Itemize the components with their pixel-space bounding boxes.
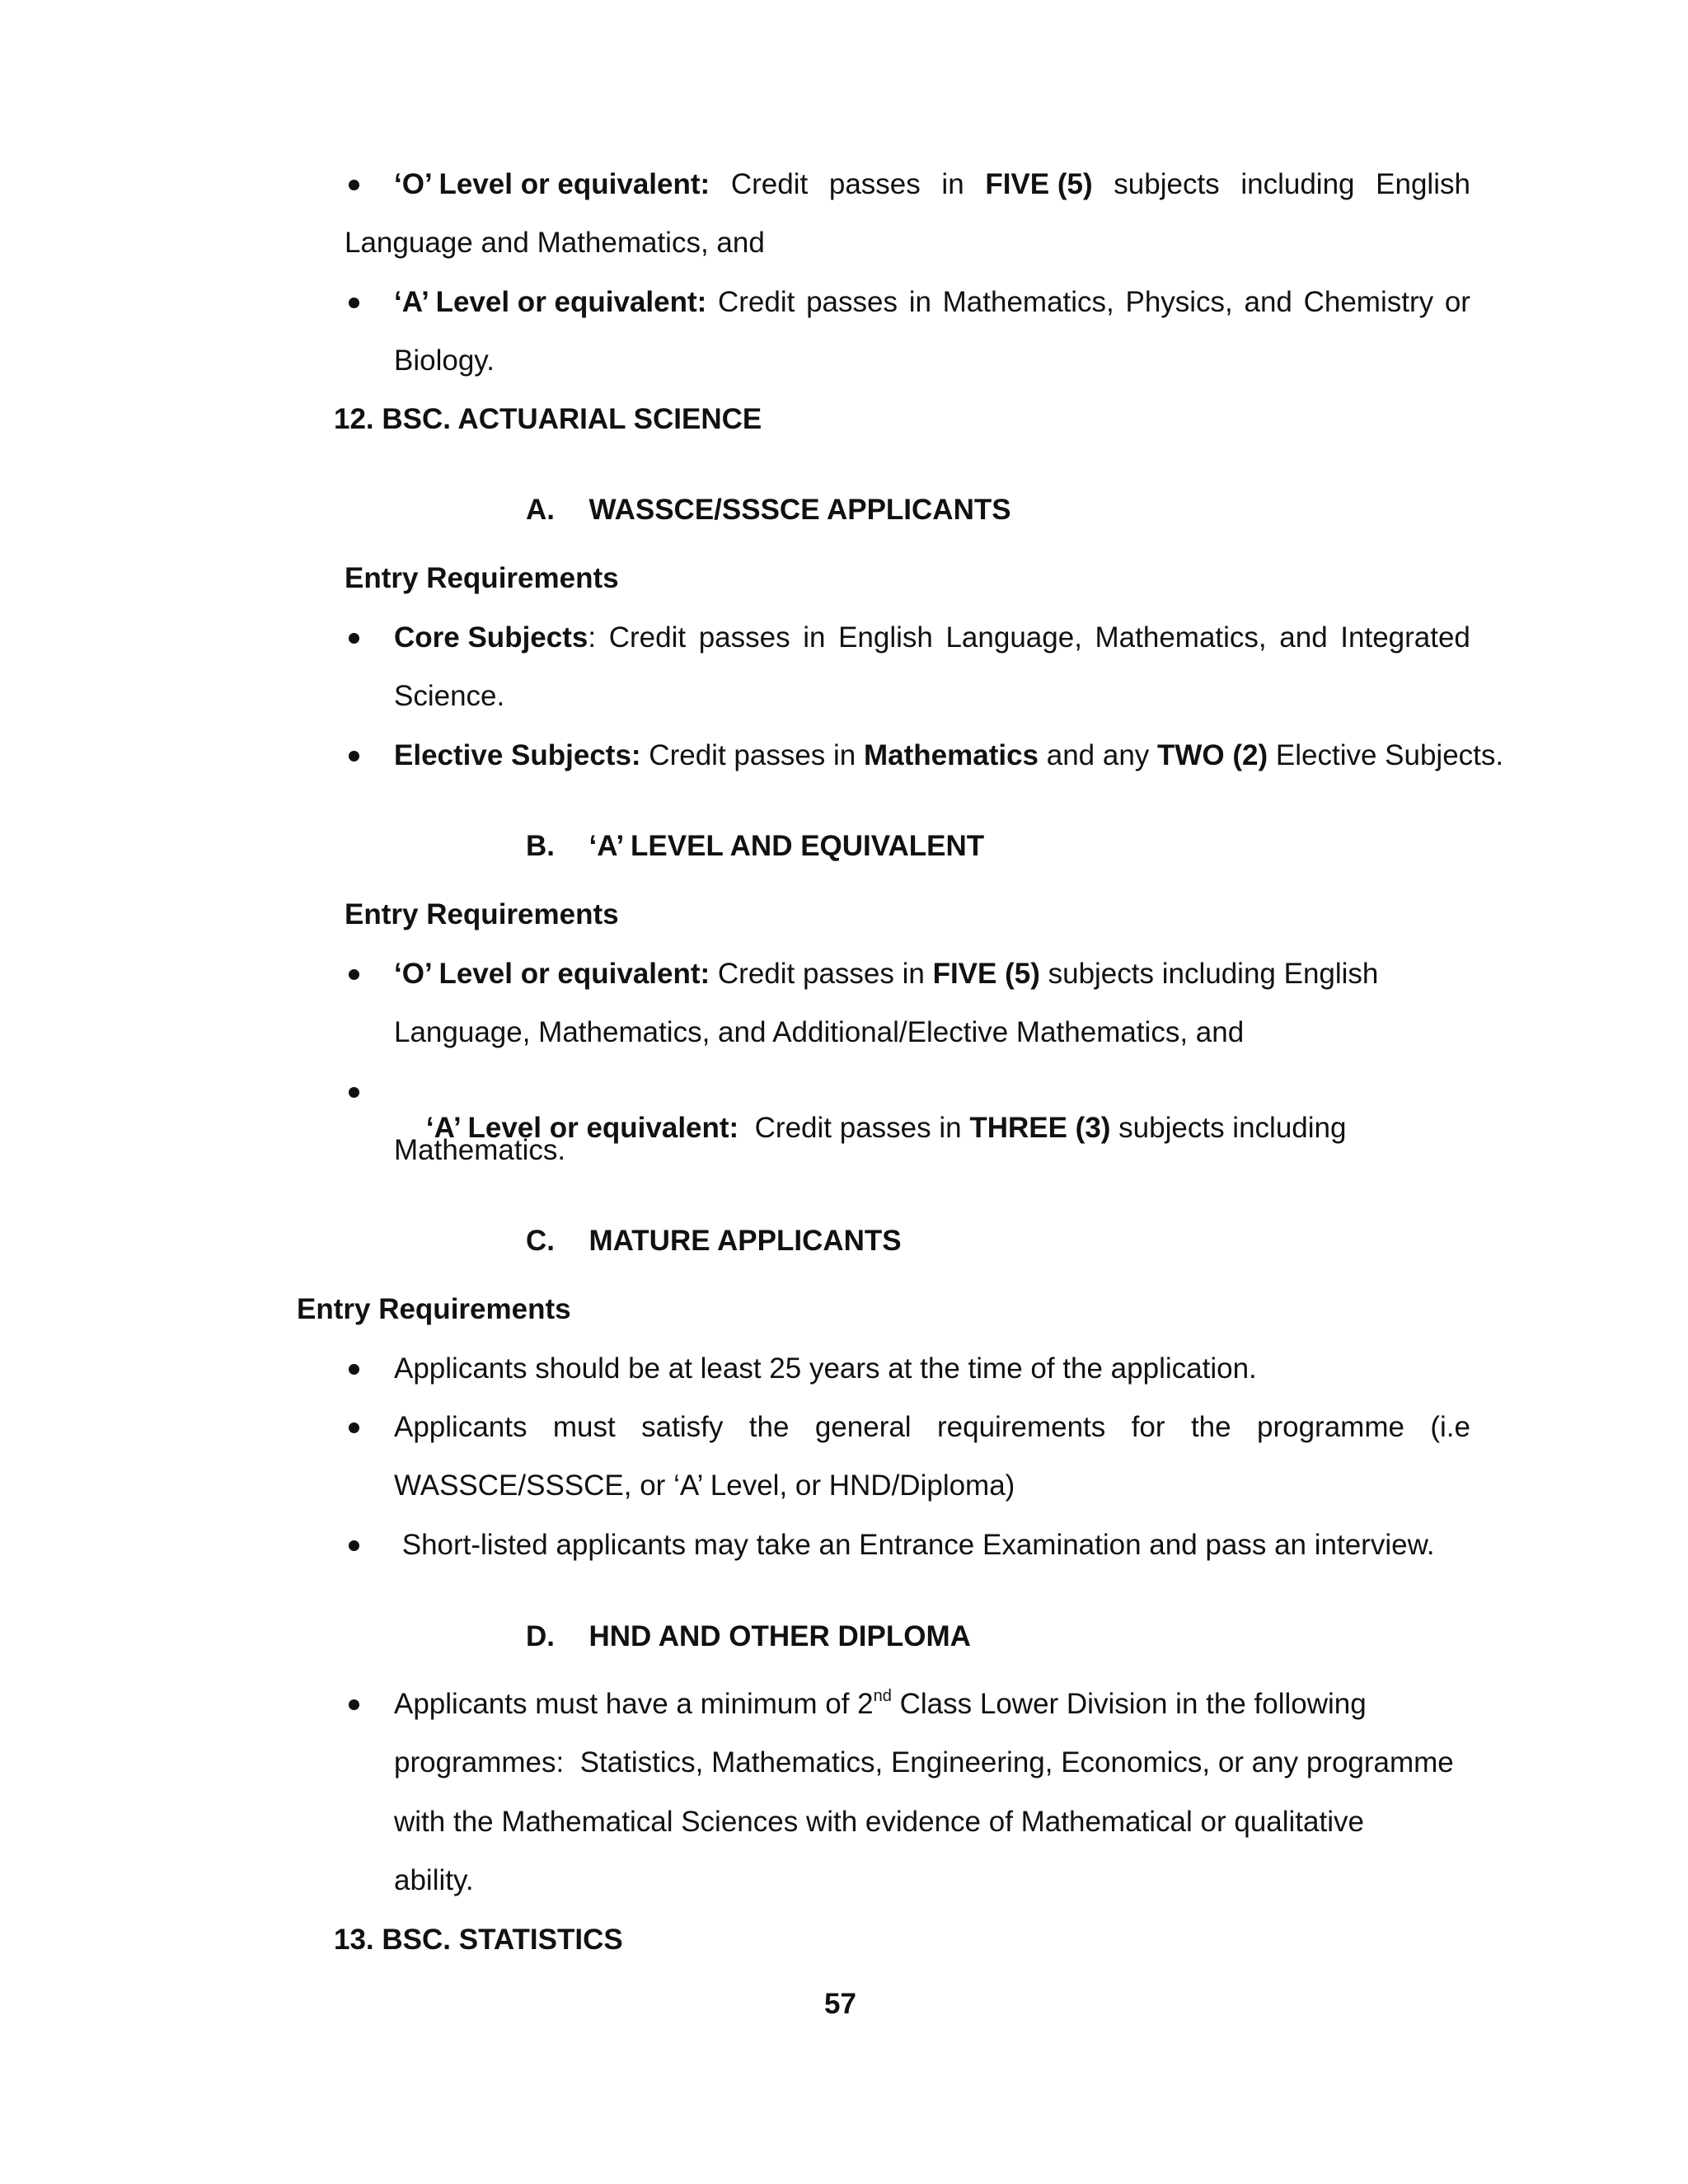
list-item-a-level-line2: Biology. bbox=[394, 344, 495, 377]
bullet-icon bbox=[349, 751, 359, 762]
subsection-c-heading: C. MATURE APPLICANTS bbox=[526, 1225, 902, 1257]
core-subjects-line2: Science. bbox=[394, 680, 505, 712]
section-13-title: 13. BSC. STATISTICS bbox=[334, 1924, 623, 1956]
bullet-icon bbox=[349, 633, 359, 644]
c-item-2-line1: Applicants must satisfy the general requirements for the programme (i.e bbox=[394, 1411, 1470, 1443]
c-item-1: Applicants should be at least 25 years at the time of the application. bbox=[394, 1352, 1257, 1385]
bullet-icon bbox=[349, 1540, 359, 1551]
entry-requirements-label: Entry Requirements bbox=[345, 562, 619, 594]
entry-requirements-label: Entry Requirements bbox=[345, 898, 619, 930]
section-12-title: 12. BSC. ACTUARIAL SCIENCE bbox=[334, 403, 762, 435]
d-item-line2: programmes: Statistics, Mathematics, Engineering, Economics, or any programme bbox=[394, 1746, 1454, 1779]
core-subjects-label: Core Subjects bbox=[394, 621, 588, 654]
d-item-line3: with the Mathematical Sciences with evidence of Mathematical or qualitative bbox=[394, 1806, 1364, 1838]
bullet-icon bbox=[349, 298, 359, 308]
entry-requirements-label: Entry Requirements bbox=[297, 1293, 571, 1325]
b-o-level-line2: Language, Mathematics, and Additional/Elective Mathematics, and bbox=[394, 1016, 1245, 1048]
bullet-icon bbox=[349, 1087, 359, 1098]
bullet-icon bbox=[349, 180, 359, 190]
elective-subjects-label: Elective Subjects: bbox=[394, 739, 641, 771]
bullet-icon bbox=[349, 1364, 359, 1375]
d-item-line4: ability. bbox=[394, 1864, 474, 1896]
bullet-icon bbox=[349, 969, 359, 980]
page-number: 57 bbox=[824, 1988, 856, 2020]
b-a-level-line2: Mathematics. bbox=[394, 1134, 566, 1166]
c-item-2-line2: WASSCE/SSSCE, or ‘A’ Level, or HND/Diploma) bbox=[394, 1469, 1015, 1502]
b-o-level-line1: ‘O’ Level or equivalent: Credit passes in FIVE (5) subjects including English bbox=[394, 958, 1379, 990]
bullet-icon bbox=[349, 1699, 359, 1710]
c-item-3: Short-listed applicants may take an Entrance Examination and pass an interview. bbox=[394, 1529, 1435, 1561]
b-a-level-line1: ‘A’ Level or equivalent: Credit passes in THREE (3) subjects including bbox=[425, 1112, 1347, 1144]
subsection-a-heading: A. WASSCE/SSSCE APPLICANTS bbox=[526, 494, 1011, 526]
d-item-line1: Applicants must have a minimum of 2nd Class Lower Division in the following bbox=[394, 1687, 1367, 1720]
o-level-label: ‘O’ Level or equivalent: bbox=[394, 168, 710, 200]
list-item-o-level-line2: Language and Mathematics, and bbox=[345, 227, 765, 259]
bullet-icon bbox=[349, 1422, 359, 1433]
list-item-a-level-line1: ‘A’ Level or equivalent: Credit passes in Mathematics, Physics, and Chemistry or bbox=[394, 284, 1470, 321]
subsection-d-heading: D. HND AND OTHER DIPLOMA bbox=[526, 1620, 971, 1652]
a-level-label: ‘A’ Level or equivalent: bbox=[394, 286, 707, 318]
core-subjects-line1: Core Subjects: Credit passes in English Language, Mathematics, and Integrated bbox=[394, 621, 1470, 654]
elective-subjects-line: Elective Subjects: Credit passes in Mathematics and any TWO (2) Elective Subjects. bbox=[394, 739, 1504, 771]
list-item-o-level-line1: ‘O’ Level or equivalent: Credit passes in FIVE (5) subjects including English bbox=[394, 166, 1470, 203]
subsection-b-heading: B. ‘A’ LEVEL AND EQUIVALENT bbox=[526, 830, 985, 862]
